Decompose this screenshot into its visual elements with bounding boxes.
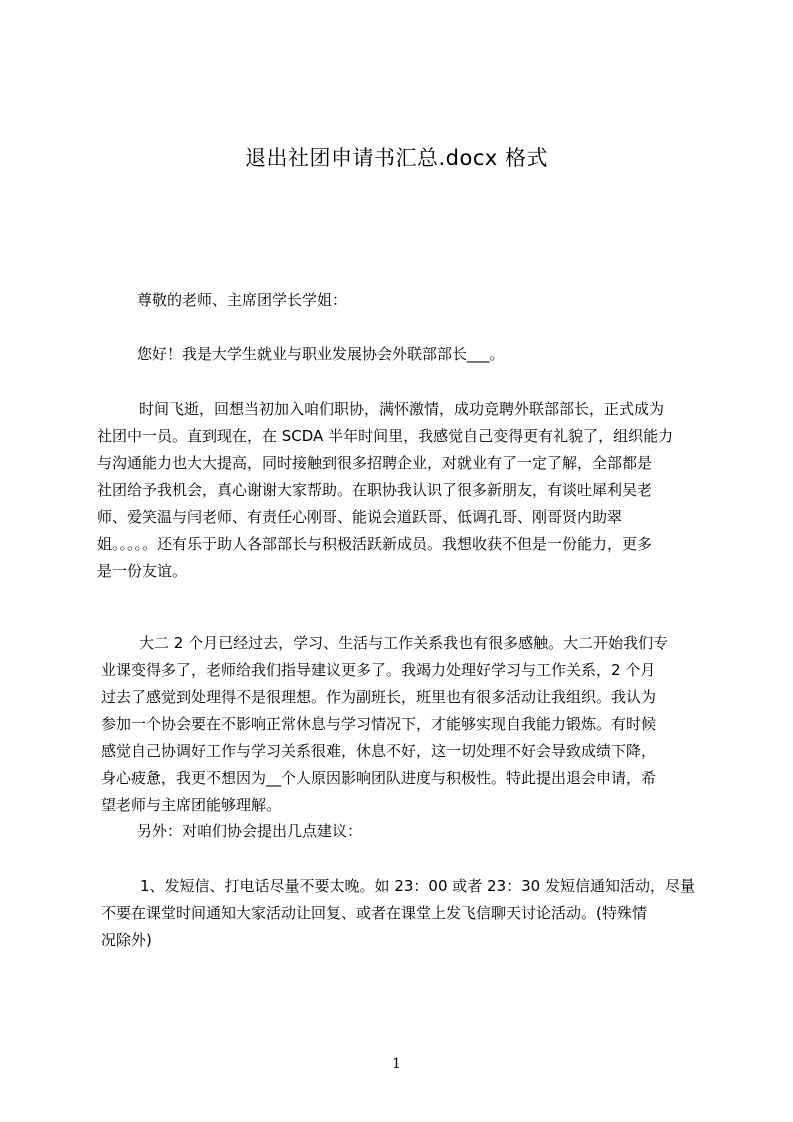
page-number: 1 bbox=[392, 1056, 401, 1072]
paragraph-line: 社团给予我机会，真心谢谢大家帮助。在职协我认识了很多新朋友，有谈吐犀利吴老 bbox=[97, 481, 653, 499]
salutation-line: 尊敬的老师、主席团学长学姐： bbox=[137, 291, 348, 309]
paragraph-line: 望老师与主席团能够理解。 bbox=[101, 796, 282, 814]
suggestion-intro-line: 另外：对咱们协会提出几点建议： bbox=[137, 822, 363, 840]
paragraph-line: 与沟通能力也大大提高，同时接触到很多招聘企业，对就业有了一定了解，全部都是 bbox=[97, 454, 653, 472]
paragraph-line: 姐。。。。。还有乐于助人各部部长与积极活跃新成员。我想收获不但是一份能力，更多 bbox=[97, 535, 653, 553]
suggestion-line: 况除外) bbox=[101, 931, 152, 949]
paragraph-line: 是一份友谊。 bbox=[97, 562, 188, 580]
greeting-line: 您好！我是大学生就业与职业发展协会外联部部长___。 bbox=[137, 345, 505, 363]
paragraph-line: 过去了感觉到处理得不是很理想。作为副班长，班里也有很多活动让我组织。我认为 bbox=[101, 688, 657, 706]
paragraph-reflection bbox=[97, 396, 698, 585]
paragraph-line: 参加一个协会要在不影响正常休息与学习情况下，才能够实现自我能力锻炼。有时候 bbox=[101, 715, 657, 733]
paragraph-line: 业课变得多了，老师给我们指导建议更多了。我竭力处理好学习与工作关系，2 个月 bbox=[101, 661, 656, 679]
paragraph-line: 时间飞逝，回想当初加入咱们职协，满怀激情，成功竞聘外联部部长，正式成为 bbox=[139, 400, 665, 418]
paragraph-line: 师、爱笑温与闫老师、有责任心刚哥、能说会道跃哥、低调孔哥、刚哥贤内助翠 bbox=[97, 508, 623, 526]
greeting-paragraph bbox=[97, 341, 698, 368]
suggestion-line: 不要在课堂时间通知大家活动让回复、或者在课堂上发飞信聊天讨论活动。(特殊情 bbox=[101, 904, 647, 922]
suggestion-intro-paragraph bbox=[97, 818, 698, 845]
salutation-paragraph bbox=[97, 287, 698, 314]
suggestion-item-1 bbox=[97, 873, 698, 954]
document-title: 退出社团申请书汇总.docx 格式 bbox=[244, 146, 548, 170]
suggestion-line: 1、发短信、打电话尽量不要太晚。如 23：00 或者 23：30 发短信通知活动，尽量 bbox=[140, 877, 695, 895]
paragraph-line: 大二 2 个月已经过去，学习、生活与工作关系我也有很多感触。大二开始我们专 bbox=[139, 634, 669, 652]
paragraph-reason bbox=[97, 630, 698, 819]
paragraph-line: 感觉自己协调好工作与学习关系很难，休息不好，这一切处理不好会导致成绩下降， bbox=[101, 742, 657, 760]
paragraph-line: 社团中一员。直到现在，在 SCDA 半年时间里，我感觉自己变得更有礼貌了，组织能力 bbox=[97, 427, 674, 445]
paragraph-line: 身心疲惫，我更不想因为__个人原因影响团队进度与积极性。特此提出退会申请，希 bbox=[101, 769, 657, 787]
